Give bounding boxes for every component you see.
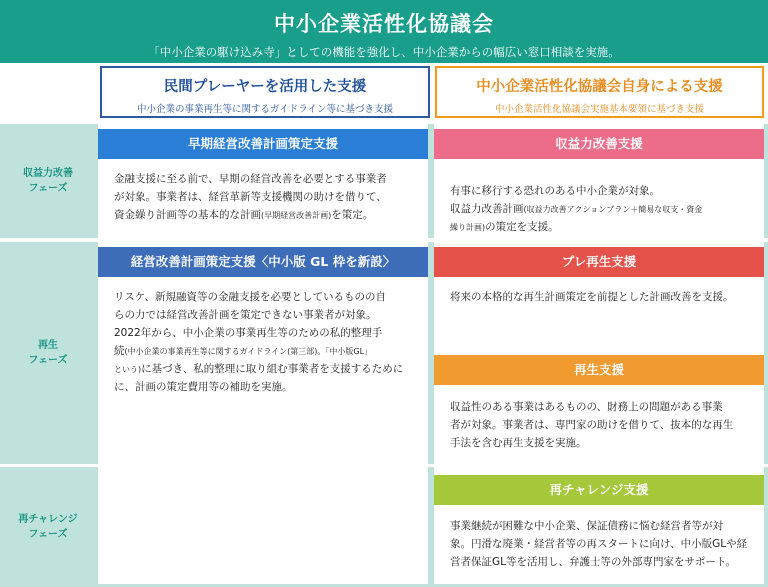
column-title-private: 民間プレーヤーを活用した支援 <box>163 79 367 95</box>
column-header-council <box>435 66 764 118</box>
body-segment: 続 <box>114 345 125 358</box>
body-note: という) <box>114 365 142 375</box>
column-title-council: 中小企業活性化協議会自身による支援 <box>476 79 723 95</box>
body-line: 金融支援に至る前で、早期の経営改善を必要とする事業者 <box>114 173 387 185</box>
phase-label-line: フェーズ <box>28 183 68 194</box>
panel-title-early-improvement: 早期経営改善計画策定支援 <box>98 129 428 159</box>
panel-early-improvement <box>98 124 428 238</box>
panel-title-rechallenge: 再チャレンジ支援 <box>434 475 764 505</box>
panel-title-profit-improvement: 収益力改善支援 <box>434 129 764 159</box>
body-line <box>114 342 416 360</box>
body-line: 有事に移行する恐れのある中小企業が対象。 <box>450 185 660 197</box>
body-line: 収益性のある事業はあるものの、財務上の問題がある事業 <box>450 401 723 413</box>
panel-body-rebirth <box>450 398 752 452</box>
body-line: らの力では経営改善計画を策定できない事業者が対象。 <box>114 309 377 322</box>
phase-label-profit <box>0 124 96 238</box>
body-line: リスケ、新規融資等の金融支援を必要としているものの自 <box>114 291 387 303</box>
phase-label-line: 再生 <box>38 340 58 351</box>
body-line: 2022年から、中小企業の事業再生等のための私的整理手 <box>114 327 383 340</box>
panel-body-rechallenge <box>450 517 752 571</box>
body-line: 者が対象。事業者は、専門家の助けを借りて、抜本的な再生 <box>450 419 734 432</box>
panel-rebirth-support <box>434 242 764 464</box>
panel-body-early-improvement <box>114 170 416 224</box>
body-note: (中小企業の事業再生等に関するガイドライン(第三部)。「中小版GL」 <box>124 347 373 357</box>
body-line <box>114 360 416 378</box>
page-title: 中小企業活性化協議会 <box>274 12 494 36</box>
body-note: 繰り計画) <box>450 223 486 233</box>
body-segment: に基づき、私的整理に取り組む事業者を支援するために <box>141 363 404 376</box>
body-line <box>450 200 752 218</box>
body-segment: の策定を支援。 <box>485 221 559 234</box>
header-banner <box>0 0 768 63</box>
panel-title-pre-rebirth: プレ再生支援 <box>434 247 764 277</box>
body-line: が対象。事業者は、経営革新等支援機関の助けを借りて、 <box>114 191 387 204</box>
body-line <box>114 206 416 224</box>
panel-title-rebirth: 再生支援 <box>434 355 764 385</box>
phase-label-rebirth <box>0 242 96 464</box>
phase-label-line: フェーズ <box>28 529 68 540</box>
phase-label-line: フェーズ <box>28 355 68 366</box>
body-line: 将来の本格的な再生計画策定を前提とした計画改善を支援。 <box>450 291 734 303</box>
panel-body-business-plan <box>114 288 416 396</box>
phase-label-line: 再チャレンジ <box>18 514 78 525</box>
body-line: 手法を含む再生支援を実施。 <box>450 437 587 450</box>
panel-title-business-plan: 経営改善計画策定支援〈中小版 GL 枠を新設〉 <box>98 247 428 277</box>
body-line: に、計画の策定費用等の補助を実施。 <box>114 381 293 394</box>
column-subtitle-council: 中小企業活性化協議会実施基本要領に基づき支援 <box>494 104 704 115</box>
panel-profit-improvement <box>434 124 764 238</box>
phase-label-rechallenge <box>0 467 96 587</box>
body-segment: を策定。 <box>331 209 374 222</box>
column-header-private <box>100 66 430 118</box>
body-line: 営者保証GL等を活用し、弁護士等の外部専門家をサポート。 <box>450 556 737 569</box>
panel-business-plan <box>98 242 428 584</box>
body-note: (早期経営改善計画) <box>261 211 332 221</box>
body-segment: 収益力改善計画 <box>450 203 524 216</box>
body-note: (収益力改善アクションプラン＋簡易な収支・資金 <box>523 205 703 215</box>
panel-body-profit-improvement <box>450 182 752 236</box>
body-line: 事業継続が困難な中小企業、保証債務に悩む経営者等が対 <box>450 520 723 532</box>
body-line <box>450 218 752 236</box>
body-line: 象。円滑な廃業・経営者等の再スタートに向け、中小版GLや経 <box>450 538 748 551</box>
body-segment: 資金繰り計画等の基本的な計画 <box>114 209 261 222</box>
page-subtitle: 「中小企業の駆け込み寺」としての機能を強化し、中小企業からの幅広い窓口相談を実施。 <box>148 45 620 59</box>
panel-rechallenge <box>434 467 764 584</box>
column-subtitle-private: 中小企業の事業再生等に関するガイドライン等に基づき支援 <box>137 104 393 115</box>
panel-body-pre-rebirth <box>450 288 752 306</box>
phase-label-line: 収益力改善 <box>23 168 73 179</box>
